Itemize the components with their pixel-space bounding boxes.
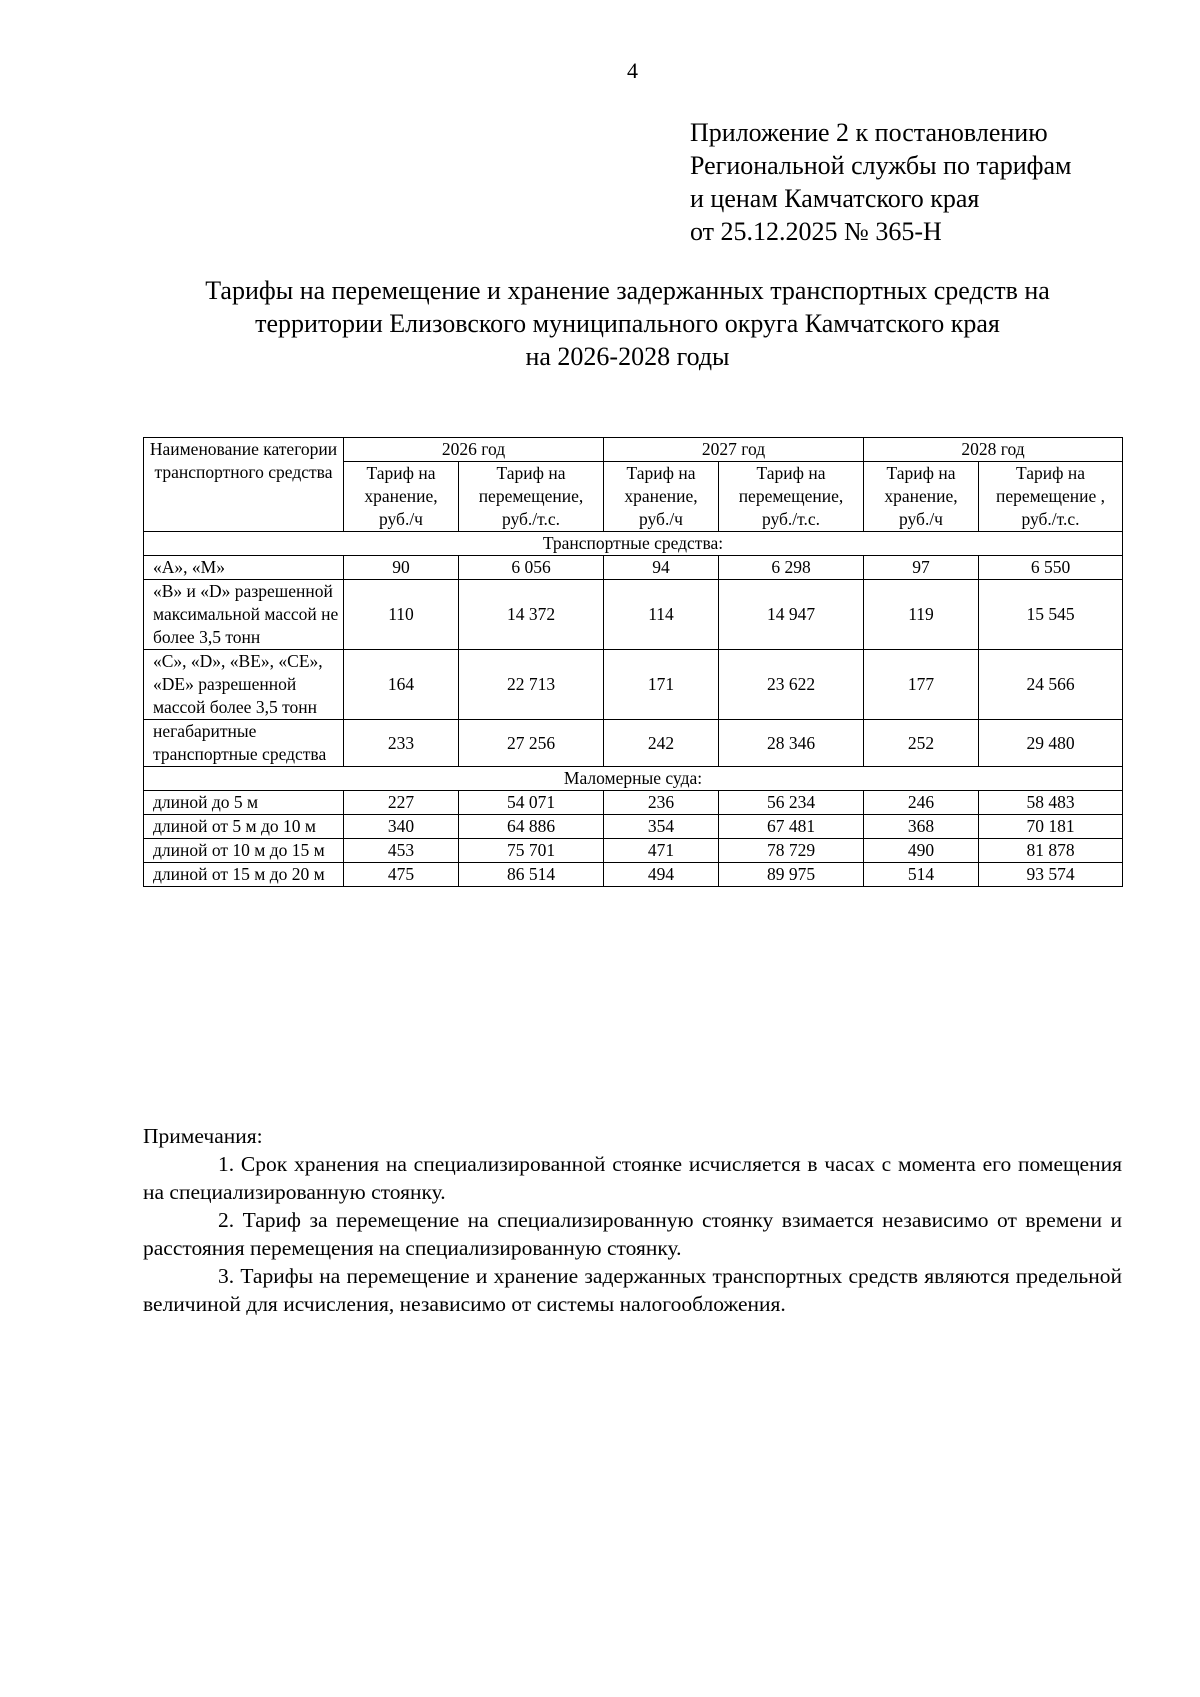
cell-value: 236 <box>604 791 719 815</box>
cell-value: 171 <box>604 650 719 720</box>
table-row <box>144 791 1123 815</box>
cell-value: 14 947 <box>719 580 864 650</box>
cell-value: 119 <box>864 580 979 650</box>
cell-value: 340 <box>344 815 459 839</box>
row-category: негабаритные транспортные средства <box>144 720 344 767</box>
cell-value: 58 483 <box>979 791 1123 815</box>
cell-value: 110 <box>344 580 459 650</box>
notes-section <box>143 1122 1122 1318</box>
cell-value: 27 256 <box>459 720 604 767</box>
section-row <box>144 767 1123 791</box>
cell-value: 14 372 <box>459 580 604 650</box>
tariff-table <box>143 437 1123 887</box>
section-row <box>144 532 1123 556</box>
title-line: территории Елизовского муниципального округа Камчатского края <box>255 309 1000 338</box>
cell-value: 97 <box>864 556 979 580</box>
cell-value: 24 566 <box>979 650 1123 720</box>
cell-value: 475 <box>344 863 459 887</box>
cell-value: 6 056 <box>459 556 604 580</box>
appendix-line: Региональной службы по тарифам <box>690 151 1072 180</box>
cell-value: 471 <box>604 839 719 863</box>
header-storage-tariff: Тариф на хранение, руб./ч <box>864 462 979 532</box>
header-move-tariff: Тариф на перемещение , руб./т.с. <box>979 462 1123 532</box>
cell-value: 94 <box>604 556 719 580</box>
cell-value: 6 298 <box>719 556 864 580</box>
cell-value: 54 071 <box>459 791 604 815</box>
table-row <box>144 650 1123 720</box>
cell-value: 29 480 <box>979 720 1123 767</box>
row-category: длиной от 10 м до 15 м <box>144 839 344 863</box>
cell-value: 23 622 <box>719 650 864 720</box>
row-category: «B» и «D» разрешенной максимальной массой не более 3,5 тонн <box>144 580 344 650</box>
header-move-tariff: Тариф на перемещение, руб./т.с. <box>719 462 864 532</box>
cell-value: 81 878 <box>979 839 1123 863</box>
appendix-line: Приложение 2 к постановлению <box>690 118 1048 147</box>
cell-value: 368 <box>864 815 979 839</box>
section-title: Маломерные суда: <box>144 767 1123 791</box>
cell-value: 354 <box>604 815 719 839</box>
cell-value: 78 729 <box>719 839 864 863</box>
cell-value: 22 713 <box>459 650 604 720</box>
cell-value: 233 <box>344 720 459 767</box>
notes-heading: Примечания: <box>143 1124 263 1148</box>
cell-value: 514 <box>864 863 979 887</box>
appendix-reference <box>690 116 1071 248</box>
cell-value: 67 481 <box>719 815 864 839</box>
header-move-tariff: Тариф на перемещение, руб./т.с. <box>459 462 604 532</box>
row-category: длиной от 5 м до 10 м <box>144 815 344 839</box>
header-year: 2026 год <box>344 438 604 462</box>
cell-value: 75 701 <box>459 839 604 863</box>
cell-value: 246 <box>864 791 979 815</box>
cell-value: 227 <box>344 791 459 815</box>
cell-value: 28 346 <box>719 720 864 767</box>
cell-value: 86 514 <box>459 863 604 887</box>
document-title <box>0 274 1200 373</box>
row-category: «C», «D», «BE», «CE», «DE» разрешенной массой более 3,5 тонн <box>144 650 344 720</box>
cell-value: 70 181 <box>979 815 1123 839</box>
table-row <box>144 815 1123 839</box>
cell-value: 90 <box>344 556 459 580</box>
table-row <box>144 556 1123 580</box>
cell-value: 242 <box>604 720 719 767</box>
title-line: Тарифы на перемещение и хранение задержанных транспортных средств на <box>205 276 1050 305</box>
title-line: на 2026-2028 годы <box>525 342 730 371</box>
table-row <box>144 863 1123 887</box>
cell-value: 89 975 <box>719 863 864 887</box>
appendix-line: и ценам Камчатского края <box>690 184 980 213</box>
cell-value: 494 <box>604 863 719 887</box>
cell-value: 490 <box>864 839 979 863</box>
row-category: «A», «M» <box>144 556 344 580</box>
appendix-line: от 25.12.2025 № 365-Н <box>690 217 942 246</box>
section-title: Транспортные средства: <box>144 532 1123 556</box>
note-item: 2. Тариф за перемещение на специализированную стоянку взимается независимо от времени и расстояния перемещения на специализированную стоянку. <box>143 1208 1122 1260</box>
header-category: Наименование категории транспортного средства <box>144 438 344 532</box>
cell-value: 15 545 <box>979 580 1123 650</box>
table-row <box>144 580 1123 650</box>
row-category: длиной до 5 м <box>144 791 344 815</box>
cell-value: 114 <box>604 580 719 650</box>
cell-value: 93 574 <box>979 863 1123 887</box>
header-year: 2028 год <box>864 438 1123 462</box>
note-item: 3. Тарифы на перемещение и хранение задержанных транспортных средств являются предельной величиной для исчисления, независимо от системы налогообложения. <box>143 1264 1122 1316</box>
note-item: 1. Срок хранения на специализированной стоянке исчисляется в часах с момента его помещения на специализированную стоянку. <box>143 1152 1122 1204</box>
header-year: 2027 год <box>604 438 864 462</box>
cell-value: 177 <box>864 650 979 720</box>
header-storage-tariff: Тариф на хранение, руб./ч <box>344 462 459 532</box>
cell-value: 64 886 <box>459 815 604 839</box>
cell-value: 453 <box>344 839 459 863</box>
cell-value: 56 234 <box>719 791 864 815</box>
header-storage-tariff: Тариф на хранение, руб./ч <box>604 462 719 532</box>
cell-value: 164 <box>344 650 459 720</box>
cell-value: 252 <box>864 720 979 767</box>
cell-value: 6 550 <box>979 556 1123 580</box>
row-category: длиной от 15 м до 20 м <box>144 863 344 887</box>
table-row <box>144 720 1123 767</box>
table-row <box>144 839 1123 863</box>
page-number: 4 <box>627 58 638 83</box>
